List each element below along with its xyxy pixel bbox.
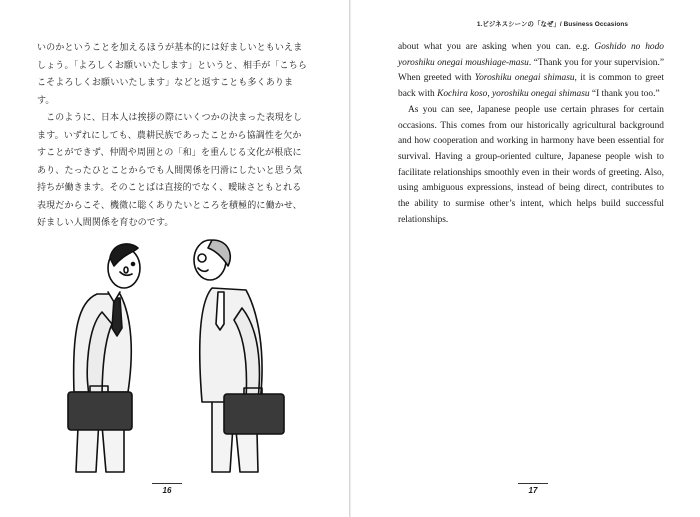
businessmen-greeting-illustration — [62, 232, 292, 477]
page-number-rule — [152, 483, 182, 484]
page-number: 17 — [528, 486, 538, 495]
romanized-phrase: Yoroshiku onegai shimasu — [474, 73, 575, 84]
page-number-rule — [518, 483, 548, 484]
en-paragraph-1 — [398, 40, 664, 103]
romanized-phrase: Kochira koso, yoroshiku onegai shimasu — [437, 89, 590, 100]
jp-paragraph-1: いのかということを加えるほうが基本的には好ましいともいえましょう。「よろしくお願いいたします」というと、相手が「こちらこそよろしくお願いいたします」などと返すことも多くあります。 — [37, 43, 308, 106]
left-page — [0, 0, 349, 517]
romanized-phrase: Goshido no hodo yoroshiku onegai moushiage-masu — [398, 42, 664, 68]
running-head: 1.ビジネスシーンの「なぜ」/ Business Occasions — [476, 21, 628, 28]
left-businessman-figure — [68, 244, 140, 472]
jp-paragraph-2: このように、日本人は挨拶の際にいくつかの決まった表現をします。いずれにしても、農耕民族であったことから協調性を欠かすことができず、仲間や周囲との「和」を重んじる文化が根底にあり、たったひとことからでも人間関係を円滑にしたいと思う気持ちが働きます。そのことばは直接的でなく、曖昧さともとれる表現だからこそ、機微に聡くありたいところを積極的に働かせ、好ましい人間関係を育むのです。 — [37, 113, 303, 228]
japanese-body-text — [37, 40, 309, 233]
en-paragraph-2: As you can see, Japanese people use certain phrases for certain occasions. This comes from our historically agricultural background and how cooperation and working in harmony have been essential for survival. Having a group-oriented culture, Japanese people wish to facilitate relationships smoothly even in their words of greeting. Also, using ambiguous expressions, instead of being direct, contributes to the ability to surmise other’s intent, which helps build successful relationships. — [398, 104, 664, 225]
text-run: “I thank you too.” — [589, 89, 660, 100]
right-page — [351, 0, 700, 517]
text-run: , it is common to greet back with — [398, 73, 664, 100]
page-number: 16 — [162, 486, 172, 495]
text-run: about what you are asking when you can. e.g. — [398, 42, 595, 52]
text-run: . “Thank you for your supervision.” When greeted with — [398, 57, 664, 84]
english-body-text — [398, 40, 664, 228]
right-businessman-figure — [194, 240, 284, 472]
